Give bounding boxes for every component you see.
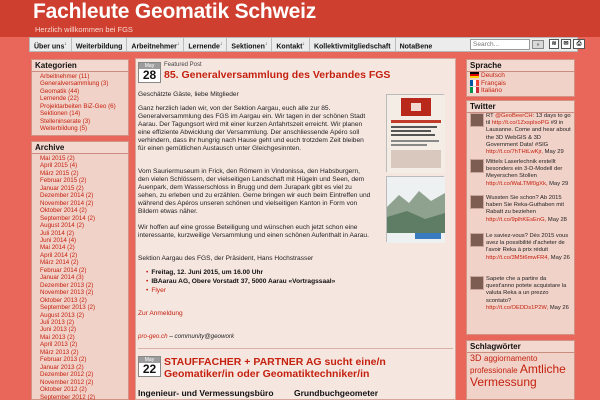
archive-link[interactable]: März 2013 (2) — [40, 348, 79, 356]
flag-icon — [470, 87, 479, 93]
archive-link[interactable]: Oktober 2012 (2) — [40, 386, 87, 394]
tweet-item — [470, 159, 573, 188]
tags-title: Schlagwörter — [467, 341, 574, 353]
post-subtitle-right: Grundbuchgeometer — [294, 388, 379, 398]
archive-link[interactable]: Juli 2014 (2) — [40, 229, 75, 237]
main-navigation — [29, 37, 582, 52]
email-icon[interactable]: ✉ — [561, 39, 571, 49]
tweet-body: Mittels Laserlechnik erstellt besonders ein 3-D-Modell der Meyerschen Stollen — [486, 159, 563, 180]
tweet-item — [470, 113, 573, 156]
tweet-date: May 29 — [544, 149, 564, 156]
categories-list — [32, 72, 128, 133]
geo-image[interactable] — [386, 176, 444, 242]
registration-link[interactable]: Zur Anmeldung — [138, 310, 183, 317]
language-option[interactable] — [467, 72, 574, 80]
nav-item-lernende[interactable]: Lernende↓ — [184, 38, 227, 51]
tag-cloud — [467, 353, 574, 390]
post-date-month: May — [139, 357, 160, 363]
nav-items — [30, 38, 436, 51]
avatar[interactable] — [470, 276, 484, 290]
featured-label: Featured Post — [164, 62, 202, 68]
post-paragraph: Wir hoffen auf eine grosse Beteiligung und wünschen euch jetzt schon eine interessante, kurzweilige Versammlung und einen schönen Aufenthalt in Aarau. — [138, 224, 369, 239]
tweet-text — [486, 195, 573, 224]
tweet-body: Wussten Sie schon? Ab 2015 haben Sie Reka-Guthaben mit Rabatt zu beziehen — [486, 195, 564, 216]
category-link[interactable]: Generalversammlung (3) — [40, 80, 109, 88]
archive-link[interactable]: März 2014 (2) — [40, 259, 79, 267]
archive-link[interactable]: September 2014 (2) — [40, 214, 96, 222]
tweet-date: May 26 — [550, 254, 570, 261]
site-header — [0, 0, 600, 37]
archive-link[interactable]: Januar 2015 (2) — [40, 184, 84, 192]
post-date-badge — [138, 356, 161, 377]
archive-link[interactable]: Mai 2013 (2) — [40, 333, 75, 341]
archive-link[interactable]: Februar 2013 (2) — [40, 356, 87, 364]
flyer-image[interactable] — [386, 94, 444, 172]
archive-link[interactable]: August 2014 (2) — [40, 222, 85, 230]
language-widget — [466, 59, 575, 97]
archive-link[interactable]: April 2013 (2) — [40, 341, 78, 349]
language-option[interactable] — [467, 80, 574, 88]
nav-item-ueber-uns[interactable]: Über uns↓ — [30, 38, 72, 51]
post-footer — [138, 333, 371, 341]
archive-link[interactable]: Januar 2014 (3) — [40, 274, 84, 282]
flyer-link-item[interactable]: • Flyer — [146, 287, 166, 294]
archive-link[interactable]: November 2012 (2) — [40, 378, 94, 386]
feed-icon[interactable]: ≋ — [549, 39, 559, 49]
tweet-date: May 29 — [549, 180, 569, 187]
tweet-text — [486, 159, 573, 188]
tweet-url-link[interactable]: http://t.co/OEDDs1P2W, — [486, 304, 549, 311]
tweet-url-link[interactable]: http://t.co/9plhKEsEnG, — [486, 216, 547, 223]
archive-widget — [31, 141, 129, 400]
tweet-url-link[interactable]: http://t.co/WaLTMf0gXk, — [486, 180, 548, 187]
nav-item-sektionen[interactable]: Sektionen↓ — [227, 38, 272, 51]
post-title[interactable]: STAUFFACHER + PARTNER AG sucht eine/n — [164, 356, 386, 368]
pro-geo-link[interactable]: pro-geo.ch — [138, 333, 168, 340]
footer-rest: – community@geowork — [167, 333, 235, 340]
archive-link[interactable]: Februar 2015 (2) — [40, 177, 87, 185]
tweet-date: May 28 — [547, 216, 567, 223]
tweet-item — [470, 276, 573, 312]
post-title[interactable]: 85. Generalversammlung des Verbandes FGS — [164, 69, 391, 81]
category-link[interactable]: Geomatik (44) — [40, 87, 80, 95]
event-date: • Freitag, 12. Juni 2015, um 16.00 Uhr — [146, 269, 264, 276]
main-content — [135, 58, 456, 400]
tweet-url-link[interactable]: http://t.co/3M5t6mwFR4, — [486, 254, 550, 261]
twitter-widget — [466, 100, 575, 335]
tweet-text — [486, 113, 573, 156]
flag-icon — [470, 72, 479, 78]
post-signature: Sektion Aargau des FGS, der Präsident, Hans Hochstrasser — [138, 255, 314, 262]
post-date-badge — [138, 62, 161, 83]
tag-link[interactable]: aggiornamento professionale — [470, 354, 538, 376]
archive-link[interactable]: September 2013 (2) — [40, 304, 96, 312]
archive-link[interactable]: April 2014 (2) — [40, 251, 78, 259]
language-option[interactable] — [467, 87, 574, 95]
tweet-url-link[interactable]: http://t.co/1ZxspIsoPG — [491, 120, 550, 127]
post-title-line2[interactable]: Geomatiker/in oder Geomatiktechniker/in — [164, 368, 370, 380]
flyer-link[interactable]: Flyer — [151, 287, 166, 294]
search-input[interactable] — [470, 39, 530, 50]
archive-link[interactable]: November 2013 (2) — [40, 289, 94, 297]
category-link[interactable]: Lernende (22) — [40, 95, 79, 103]
registration-link-wrap — [138, 310, 371, 318]
tag-link[interactable]: Amtliche Vermessung — [470, 362, 566, 390]
archive-link[interactable]: Oktober 2013 (2) — [40, 296, 87, 304]
category-link[interactable]: Sektionen (14) — [40, 110, 81, 118]
nav-item-notabene[interactable]: NotaBene — [399, 43, 433, 51]
archive-link[interactable]: Februar 2014 (2) — [40, 266, 87, 274]
archive-link[interactable]: Juli 2013 (2) — [40, 318, 75, 326]
tag-link[interactable]: 3D — [470, 353, 485, 363]
archive-link[interactable]: Juni 2013 (2) — [40, 326, 77, 334]
post-paragraph: Vom Sauriermuseum in Frick, den Römern in Vindonissa, den Habsburgern, den vielen Schlössern, der vielseitigen Landschaft mit Hügeln und Seen, dem Auenpark, dem Wasserschloss in Brugg und dem Jurapark gibt es viel zu sehen, zu erleben und zu erzählen. Gerne bringen wir euch beim Eintreffen und während des Apéros unseren schönen und vielseitigen Kanton in Form von Bildern etwas näher. — [138, 168, 371, 215]
archive-link[interactable]: März 2015 (2) — [40, 169, 79, 177]
avatar[interactable] — [470, 159, 484, 173]
archive-link[interactable]: November 2014 (2) — [40, 199, 94, 207]
category-link[interactable]: Weiterbildung (5) — [40, 125, 88, 133]
tweet-handle-link[interactable]: @GeoBeerCH — [495, 113, 533, 119]
tweet-url-link[interactable]: http://t.co/7hTHtLwKjr, — [486, 149, 544, 156]
nav-item-kollektivmitgliedschaft[interactable]: Kollektivmitgliedschaft — [310, 38, 396, 51]
archive-link[interactable]: Mai 2014 (2) — [40, 244, 75, 252]
archive-link[interactable]: Januar 2013 (2) — [40, 363, 84, 371]
tweet-body: : 13 days to go til — [486, 113, 571, 127]
nav-item-kontakt[interactable]: Kontakt↓ — [272, 38, 310, 51]
flag-icon — [470, 80, 479, 86]
language-title: Sprache — [467, 60, 574, 72]
archive-link[interactable]: Mai 2015 (2) — [40, 155, 75, 162]
tweet-date: May 26 — [549, 304, 569, 311]
archive-link[interactable]: April 2015 (4) — [40, 162, 78, 170]
language-label[interactable]: Français — [481, 79, 506, 87]
tweet-item — [470, 233, 573, 262]
post-subtitle-left: Ingenieur- und Vermessungsbüro — [138, 388, 274, 398]
print-icon[interactable]: ⎙ — [573, 39, 585, 49]
avatar[interactable] — [470, 233, 484, 247]
nav-item-weiterbildung[interactable]: Weiterbildung — [72, 38, 128, 51]
post-separator — [138, 348, 453, 349]
post-greeting: Geschätzte Gäste, liebe Mitglieder — [138, 91, 239, 98]
archive-link[interactable]: August 2013 (2) — [40, 311, 85, 319]
post-date-month: May — [139, 63, 160, 69]
search-button[interactable]: » — [532, 40, 544, 49]
categories-title: Kategorien — [32, 60, 128, 72]
post-paragraph: Ganz herzlich laden wir, von der Sektion Aargau, euch alle zur 85. Generalversammlung des FGS im Aargau ein. Wir tagen in der schönen Stadt Aarau. Der Tagungsort wird mit einer kurzen Anfahrtszeit erreicht. Wir planen eine effiziente Abwicklung der Versammlung. Der anschliessende Apéro soll verhindern, dass ihr hungrig nach Hause geht und euch trotzdem Zeit bleiben für einen gemütlichen Austausch unter Gleichgesinnten. — [138, 105, 366, 152]
archive-title: Archive — [32, 142, 128, 154]
avatar[interactable] — [470, 195, 484, 209]
category-link[interactable]: Projektarbeiten BiZ-Geo (6) — [40, 102, 116, 110]
archive-link[interactable]: Oktober 2014 (2) — [40, 207, 87, 215]
twitter-title: Twitter — [467, 101, 574, 113]
post-date-day: 28 — [142, 68, 157, 82]
site-title[interactable]: Fachleute Geomatik Schweiz — [33, 0, 317, 23]
categories-widget — [31, 59, 129, 136]
category-link[interactable]: Stelleninserate (3) — [40, 117, 91, 125]
tweet-body: Le saviez-vous? Dès 2015 vous avez la possibilité d'acheter de l'avoir Reka à prix réduit — [486, 233, 569, 254]
archive-link[interactable]: Dezember 2012 (2) — [40, 371, 94, 379]
event-location: • IBAarau AG, Obere Vorstadt 37, 5000 Aarau «Vortragssaal» — [146, 278, 336, 285]
category-link[interactable]: Arbeitnehmer (11) — [40, 73, 90, 80]
tweet-body: Sapete che a partire da quest'anno potete acquistare la valuta Reka a un prezzo scontato? — [486, 276, 567, 304]
site-tagline: Herzlich willkommen bei FGS — [35, 25, 133, 34]
tags-widget — [466, 340, 575, 400]
nav-item-arbeitnehmer[interactable]: Arbeitnehmer↓ — [127, 38, 184, 51]
language-label[interactable]: Deutsch — [481, 72, 505, 79]
tweet-body-rest: #9 in Lausanne. Come and hear about the 3D WebGIS & 3D Government Data! #SIG — [486, 120, 571, 148]
archive-list — [32, 154, 128, 400]
language-label[interactable]: Italiano — [481, 87, 502, 94]
archive-link[interactable]: Dezember 2013 (2) — [40, 281, 94, 289]
tweet-text — [486, 233, 573, 262]
tweet-item — [470, 195, 573, 224]
archive-link[interactable]: Juni 2014 (4) — [40, 236, 77, 244]
tweet-text — [486, 276, 573, 312]
tweet-prefix: RT — [486, 113, 496, 119]
avatar[interactable] — [470, 113, 484, 127]
language-list — [467, 72, 574, 95]
archive-link[interactable]: Dezember 2014 (2) — [40, 192, 94, 200]
archive-link[interactable]: September 2012 (2) — [40, 393, 96, 400]
post-date-day: 22 — [142, 362, 157, 376]
